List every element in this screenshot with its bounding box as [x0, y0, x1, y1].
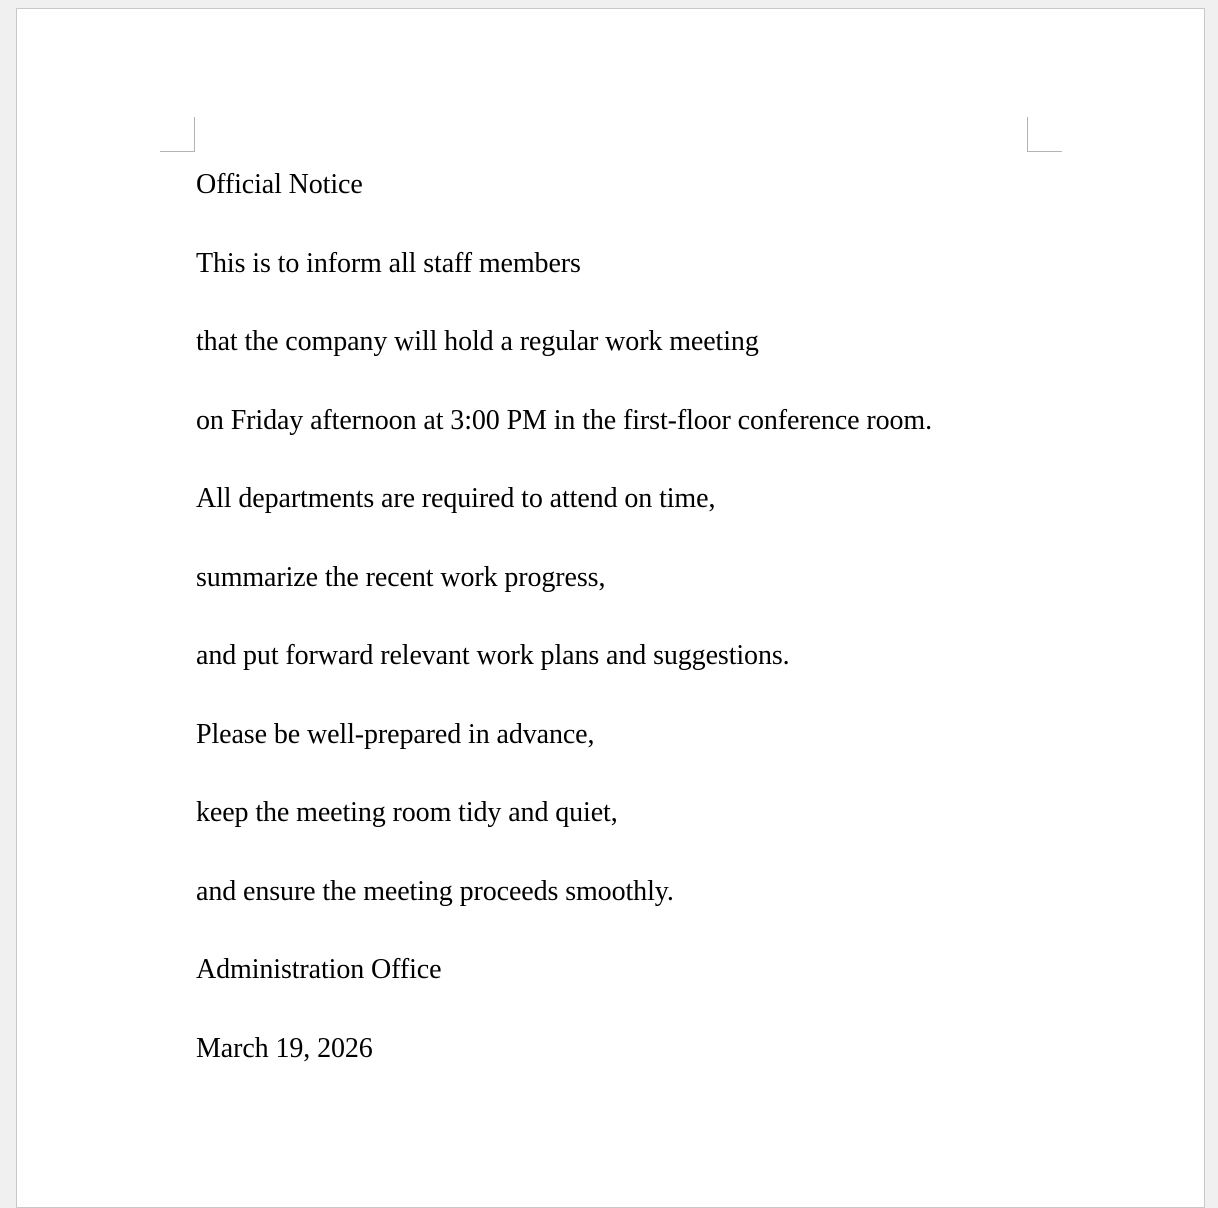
paragraph-3[interactable]: on Friday afternoon at 3:00 PM in the first-floor conference room.	[196, 404, 932, 436]
paragraph-1[interactable]: This is to inform all staff members	[196, 247, 581, 279]
paragraph-5[interactable]: summarize the recent work progress,	[196, 561, 606, 593]
signature-office[interactable]: Administration Office	[196, 954, 442, 985]
margin-corner-mark-top-left	[160, 117, 195, 152]
document-body[interactable]	[196, 166, 932, 1108]
paragraph-6[interactable]: and put forward relevant work plans and suggestions.	[196, 640, 790, 671]
margin-corner-mark-top-right	[1027, 117, 1062, 152]
notice-title[interactable]: Official Notice	[196, 169, 363, 200]
document-page[interactable]	[16, 8, 1205, 1208]
paragraph-9[interactable]: and ensure the meeting proceeds smoothly.	[196, 875, 674, 907]
signature-date[interactable]: March 19, 2026	[196, 1032, 373, 1064]
paragraph-4[interactable]: All departments are required to attend on time,	[196, 483, 716, 514]
paragraph-7[interactable]: Please be well-prepared in advance,	[196, 718, 595, 750]
paragraph-2[interactable]: that the company will hold a regular work meeting	[196, 326, 759, 357]
paragraph-8[interactable]: keep the meeting room tidy and quiet,	[196, 797, 618, 828]
